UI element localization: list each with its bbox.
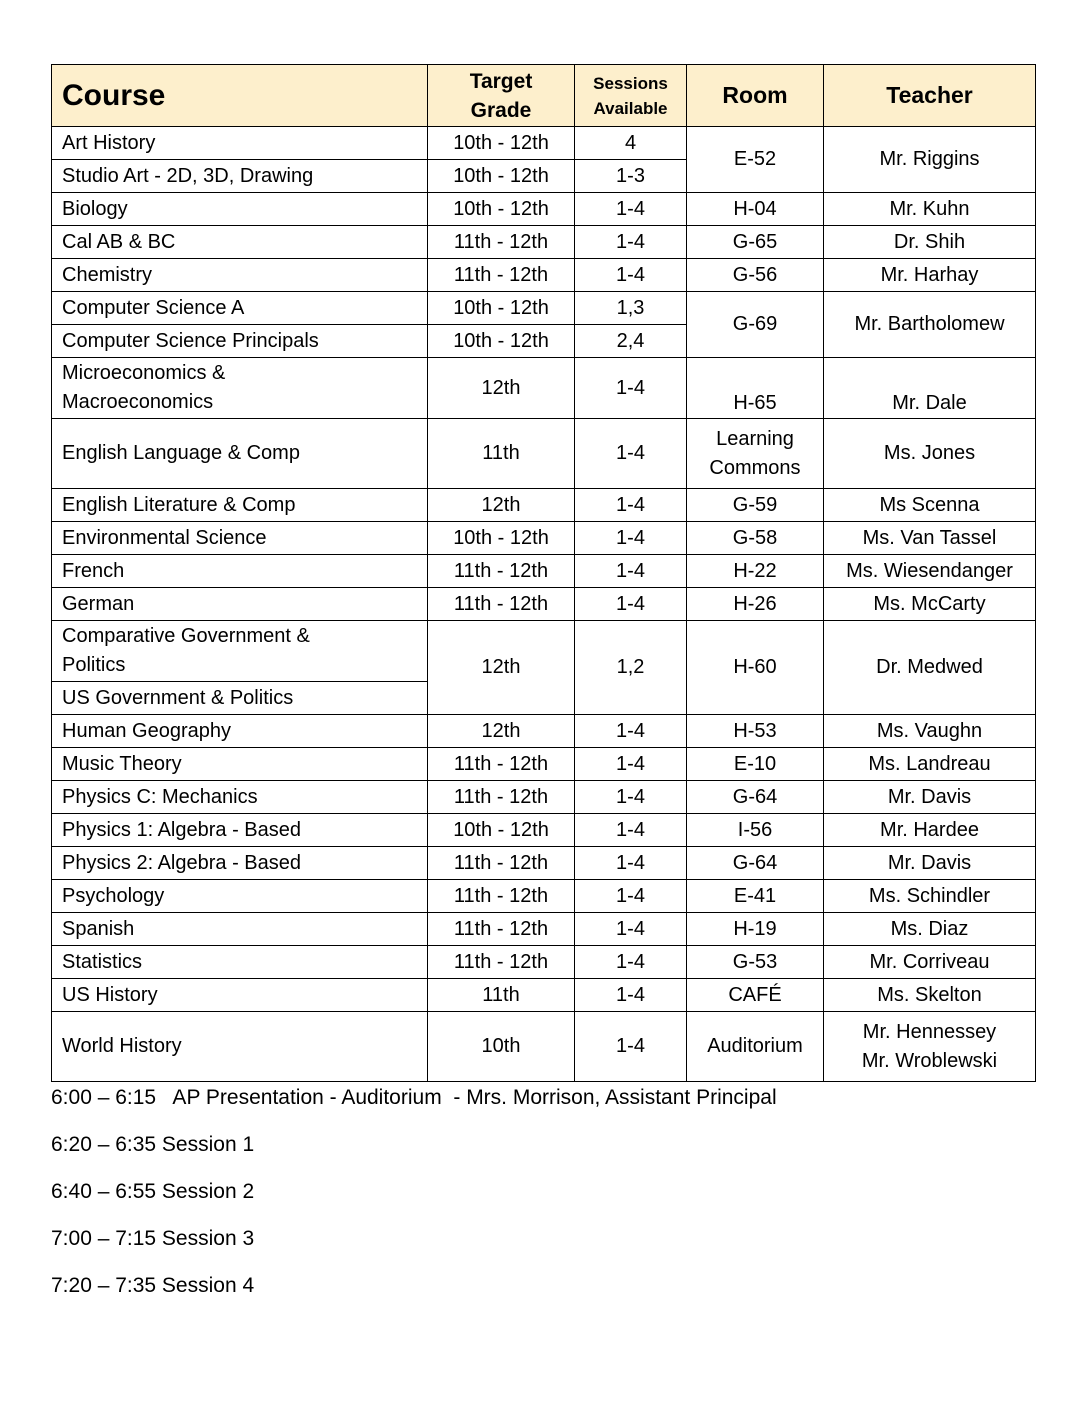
- table-row: [52, 419, 1036, 489]
- teacher-line1: Mr. Hennessey: [862, 1020, 997, 1043]
- room-cell: E-41: [687, 880, 824, 913]
- schedule-line-session-3: 7:00 – 7:15 Session 3: [51, 1227, 255, 1250]
- course-cell: Environmental Science: [52, 522, 428, 555]
- course-cell: Biology: [52, 193, 428, 226]
- course-cell: US Government & Politics: [52, 682, 428, 715]
- room-cell: G-69: [687, 292, 824, 358]
- sessions-cell: 1-4: [575, 588, 687, 621]
- teacher-cell: Mr. Harhay: [824, 259, 1036, 292]
- table-row: [52, 1012, 1036, 1082]
- teacher-cell: Dr. Medwed: [824, 621, 1036, 715]
- table-row: [52, 292, 1036, 325]
- room-cell: H-65: [687, 358, 824, 419]
- sessions-cell: 1-4: [575, 946, 687, 979]
- room-cell: I-56: [687, 814, 824, 847]
- room-cell: G-64: [687, 847, 824, 880]
- grade-cell: 10th - 12th: [428, 522, 575, 555]
- course-cell: [52, 621, 428, 682]
- sessions-cell: 1,3: [575, 292, 687, 325]
- table-row: [52, 588, 1036, 621]
- sessions-cell: 2,4: [575, 325, 687, 358]
- course-cell: Art History: [52, 127, 428, 160]
- grade-cell: 10th - 12th: [428, 814, 575, 847]
- room-cell: H-04: [687, 193, 824, 226]
- grade-cell: 11th - 12th: [428, 259, 575, 292]
- sessions-cell: 1-4: [575, 489, 687, 522]
- teacher-cell: Mr. Davis: [824, 781, 1036, 814]
- schedule-line-presentation: 6:00 – 6:15 AP Presentation - Auditorium - Mrs. Morrison, Assistant Principal: [51, 1086, 777, 1109]
- course-cell: Music Theory: [52, 748, 428, 781]
- teacher-cell: Ms. Vaughn: [824, 715, 1036, 748]
- room-cell: [687, 419, 824, 489]
- sessions-cell: 1,2: [575, 621, 687, 715]
- sessions-cell: 1-4: [575, 226, 687, 259]
- grade-cell: 11th - 12th: [428, 847, 575, 880]
- schedule-line-session-2: 6:40 – 6:55 Session 2: [51, 1180, 255, 1203]
- table-row: [52, 259, 1036, 292]
- grade-cell: 10th - 12th: [428, 325, 575, 358]
- grade-cell: 11th - 12th: [428, 781, 575, 814]
- course-line1: Comparative Government &: [62, 625, 310, 647]
- header-sessions-available: [575, 65, 687, 127]
- course-cell: US History: [52, 979, 428, 1012]
- teacher-cell: Mr. Kuhn: [824, 193, 1036, 226]
- course-cell: Studio Art - 2D, 3D, Drawing: [52, 160, 428, 193]
- teacher-cell: Ms. Diaz: [824, 913, 1036, 946]
- teacher-cell: Mr. Bartholomew: [824, 292, 1036, 358]
- table-row: [52, 555, 1036, 588]
- table-row: [52, 913, 1036, 946]
- room-cell: G-53: [687, 946, 824, 979]
- table-row: [52, 127, 1036, 160]
- course-line2: Macroeconomics: [62, 391, 214, 413]
- course-cell: [52, 358, 428, 419]
- grade-cell: 11th - 12th: [428, 913, 575, 946]
- sessions-cell: 1-4: [575, 814, 687, 847]
- sessions-cell: 1-4: [575, 259, 687, 292]
- course-cell: Computer Science A: [52, 292, 428, 325]
- table-header-row: [52, 65, 1036, 127]
- room-cell: G-64: [687, 781, 824, 814]
- grade-cell: 12th: [428, 358, 575, 419]
- room-line2: Commons: [709, 456, 801, 479]
- grade-cell: 11th - 12th: [428, 748, 575, 781]
- course-cell: English Language & Comp: [52, 419, 428, 489]
- teacher-cell: Mr. Corriveau: [824, 946, 1036, 979]
- grade-cell: 10th - 12th: [428, 127, 575, 160]
- header-target-grade-line2: Grade: [470, 98, 532, 122]
- teacher-cell: Ms. Schindler: [824, 880, 1036, 913]
- teacher-cell: Ms Scenna: [824, 489, 1036, 522]
- room-cell: Auditorium: [687, 1012, 824, 1082]
- course-cell: Physics 1: Algebra - Based: [52, 814, 428, 847]
- sessions-cell: 1-4: [575, 913, 687, 946]
- sessions-cell: 1-4: [575, 358, 687, 419]
- course-line2: Politics: [62, 654, 126, 676]
- teacher-cell: Mr. Riggins: [824, 127, 1036, 193]
- table-row: [52, 880, 1036, 913]
- room-cell: CAFÉ: [687, 979, 824, 1012]
- course-cell: Statistics: [52, 946, 428, 979]
- grade-cell: 12th: [428, 621, 575, 715]
- teacher-line2: Mr. Wroblewski: [861, 1049, 998, 1072]
- header-sessions-line1: Sessions: [593, 73, 668, 93]
- table-row: [52, 489, 1036, 522]
- course-line1: Microeconomics &: [62, 362, 226, 384]
- table-row: [52, 748, 1036, 781]
- table-row: [52, 715, 1036, 748]
- course-cell: Cal AB & BC: [52, 226, 428, 259]
- room-line1: Learning: [716, 427, 794, 450]
- grade-cell: 11th - 12th: [428, 588, 575, 621]
- table-row: [52, 226, 1036, 259]
- sessions-cell: 1-4: [575, 1012, 687, 1082]
- course-cell: English Literature & Comp: [52, 489, 428, 522]
- table-row: [52, 621, 1036, 682]
- sessions-cell: 1-4: [575, 419, 687, 489]
- course-cell: Computer Science Principals: [52, 325, 428, 358]
- sessions-cell: 4: [575, 127, 687, 160]
- course-cell: Spanish: [52, 913, 428, 946]
- sessions-cell: 1-4: [575, 193, 687, 226]
- grade-cell: 10th - 12th: [428, 160, 575, 193]
- teacher-cell: Ms. Wiesendanger: [824, 555, 1036, 588]
- session-schedule: [51, 1084, 1051, 1319]
- teacher-cell: Mr. Dale: [824, 358, 1036, 419]
- sessions-cell: 1-4: [575, 715, 687, 748]
- course-cell: Physics 2: Algebra - Based: [52, 847, 428, 880]
- room-cell: H-19: [687, 913, 824, 946]
- sessions-cell: 1-4: [575, 781, 687, 814]
- table-row: [52, 946, 1036, 979]
- table-row: [52, 358, 1036, 419]
- room-cell: G-59: [687, 489, 824, 522]
- header-course: Course: [52, 65, 428, 127]
- grade-cell: 10th: [428, 1012, 575, 1082]
- table-row: [52, 979, 1036, 1012]
- grade-cell: 10th - 12th: [428, 292, 575, 325]
- header-teacher: Teacher: [824, 65, 1036, 127]
- sessions-cell: 1-4: [575, 748, 687, 781]
- courses-table: [51, 64, 1036, 1082]
- teacher-cell: [824, 1012, 1036, 1082]
- header-target-grade: [428, 65, 575, 127]
- header-room: Room: [687, 65, 824, 127]
- header-target-grade-line1: Target: [469, 69, 533, 93]
- table-row: [52, 847, 1036, 880]
- teacher-cell: Ms. Landreau: [824, 748, 1036, 781]
- course-cell: French: [52, 555, 428, 588]
- schedule-line-session-4: 7:20 – 7:35 Session 4: [51, 1274, 255, 1297]
- sessions-cell: 1-4: [575, 522, 687, 555]
- sessions-cell: 1-4: [575, 847, 687, 880]
- grade-cell: 10th - 12th: [428, 193, 575, 226]
- grade-cell: 11th - 12th: [428, 880, 575, 913]
- sessions-cell: 1-4: [575, 880, 687, 913]
- teacher-cell: Mr. Hardee: [824, 814, 1036, 847]
- teacher-cell: Ms. Van Tassel: [824, 522, 1036, 555]
- course-cell: Psychology: [52, 880, 428, 913]
- room-cell: E-52: [687, 127, 824, 193]
- teacher-cell: Ms. McCarty: [824, 588, 1036, 621]
- room-cell: E-10: [687, 748, 824, 781]
- grade-cell: 11th - 12th: [428, 946, 575, 979]
- room-cell: H-26: [687, 588, 824, 621]
- grade-cell: 11th - 12th: [428, 555, 575, 588]
- teacher-cell: Ms. Jones: [824, 419, 1036, 489]
- course-cell: German: [52, 588, 428, 621]
- table-row: [52, 781, 1036, 814]
- schedule-line-session-1: 6:20 – 6:35 Session 1: [51, 1133, 255, 1156]
- table-row: [52, 193, 1036, 226]
- sessions-cell: 1-3: [575, 160, 687, 193]
- room-cell: H-53: [687, 715, 824, 748]
- course-cell: World History: [52, 1012, 428, 1082]
- table-row: [52, 522, 1036, 555]
- grade-cell: 11th: [428, 419, 575, 489]
- table-row: [52, 814, 1036, 847]
- grade-cell: 11th - 12th: [428, 226, 575, 259]
- teacher-cell: Dr. Shih: [824, 226, 1036, 259]
- course-cell: Human Geography: [52, 715, 428, 748]
- room-cell: G-56: [687, 259, 824, 292]
- room-cell: G-65: [687, 226, 824, 259]
- grade-cell: 12th: [428, 489, 575, 522]
- course-cell: Chemistry: [52, 259, 428, 292]
- grade-cell: 11th: [428, 979, 575, 1012]
- room-cell: H-60: [687, 621, 824, 715]
- teacher-cell: Ms. Skelton: [824, 979, 1036, 1012]
- grade-cell: 12th: [428, 715, 575, 748]
- course-cell: Physics C: Mechanics: [52, 781, 428, 814]
- sessions-cell: 1-4: [575, 555, 687, 588]
- teacher-cell: Mr. Davis: [824, 847, 1036, 880]
- room-cell: H-22: [687, 555, 824, 588]
- sessions-cell: 1-4: [575, 979, 687, 1012]
- room-cell: G-58: [687, 522, 824, 555]
- header-sessions-line2: Available: [593, 98, 668, 118]
